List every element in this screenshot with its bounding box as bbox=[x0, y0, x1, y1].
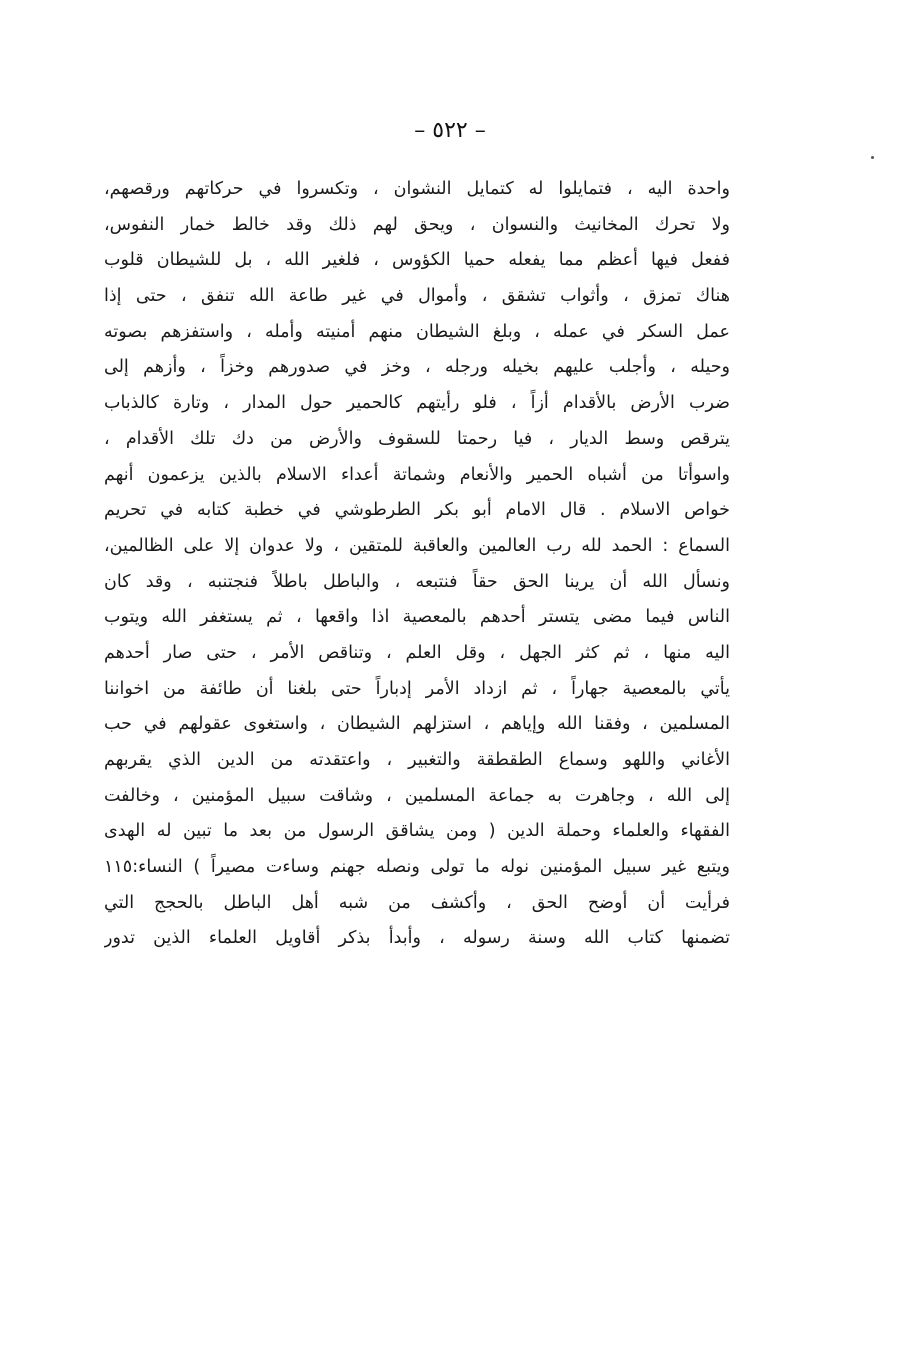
text-line-7: ضرب الأرض بالأقدام أزاً ، فلو رأيتهم كالحمير حول المدار ، وتارة كالذباب bbox=[104, 393, 730, 414]
text-line-21: فرأيت أن أوضح الحق ، وأكشف من شبه أهل الباطل بالحجج التي bbox=[104, 892, 730, 913]
text-line-2: ولا تحرك المخانيث والنسوان ، ويحق لهم ذلك وقد خالط خمار النفوس، bbox=[104, 214, 730, 235]
text-line-12: ونسأل الله أن يرينا الحق حقاً فنتبعه ، والباطل باطلاً فنجتنبه ، وقد كان bbox=[104, 571, 730, 592]
text-line-9: واسوأتا من أشباه الحمير والأنعام وشماتة أعداء الاسلام بالذين يزعمون أنهم bbox=[104, 464, 730, 485]
text-line-18: إلى الله ، وجاهرت به جماعة المسلمين ، وشاقت سبيل المؤمنين ، وخالفت bbox=[104, 785, 730, 806]
text-line-22: تضمنها كتاب الله وسنة رسوله ، وأبدأ بذكر أقاويل العلماء الذين تدور bbox=[104, 928, 730, 949]
text-line-5: عمل السكر في عمله ، وبلغ الشيطان منهم أمنيته وأمله ، واستفزهم بصوته bbox=[104, 321, 730, 342]
text-line-4: هناك تمزق ، وأثواب تشقق ، وأموال في غير طاعة الله تنفق ، حتى إذا bbox=[104, 286, 730, 307]
text-line-19: الفقهاء والعلماء وحملة الدين ( ومن يشاقق الرسول من بعد ما تبين له الهدى bbox=[104, 821, 730, 842]
text-line-3: ففعل فيها أعظم مما يفعله حميا الكؤوس ، فلغير الله ، بل للشيطان قلوب bbox=[104, 250, 730, 271]
text-line-1: واحدة اليه ، فتمايلوا له كتمايل النشوان ، وتكسروا في حركاتهم ورقصهم، bbox=[104, 179, 730, 199]
text-line-20: ويتبع غير سبيل المؤمنين نوله ما تولى ونصله جهنم وساءت مصيراً ) النساء:١١٥ bbox=[104, 857, 730, 878]
text-line-17: الأغاني واللهو وسماع الطقطقة والتغبير ، واعتقدته من الدين الذي يقربهم bbox=[104, 750, 730, 770]
text-line-14: اليه منها ، ثم كثر الجهل ، وقل العلم ، وتناقص الأمر ، حتى صار أحدهم bbox=[104, 642, 730, 663]
text-line-13: الناس فيما مضى يتستر أحدهم بالمعصية اذا واقعها ، ثم يستغفر الله ويتوب bbox=[104, 607, 730, 628]
text-line-10: خواص الاسلام . قال الامام أبو بكر الطرطوشي في خطبة كتابه في تحريم bbox=[104, 500, 730, 521]
body-text bbox=[104, 172, 730, 957]
text-line-6: وحيله ، وأجلب عليهم بخيله ورجله ، وخز في صدورهم وخزاً ، وأزهم إلى bbox=[104, 357, 730, 378]
text-line-16: المسلمين ، وفقنا الله وإياهم ، استزلهم الشيطان ، واستغوى عقولهم في حب bbox=[104, 714, 730, 735]
page-number: – ٥٢٢ – bbox=[414, 118, 486, 143]
text-line-8: يترقص وسط الديار ، فيا رحمتا للسقوف والأرض من دك تلك الأقدام ، bbox=[104, 428, 730, 449]
scan-speck bbox=[871, 156, 874, 159]
text-line-11: السماع : الحمد لله رب العالمين والعاقبة للمتقين ، ولا عدوان إلا على الظالمين، bbox=[104, 535, 730, 556]
text-line-15: يأتي بالمعصية جهاراً ، ثم ازداد الأمر إدباراً حتى بلغنا أن طائفة من اخواننا bbox=[104, 678, 730, 699]
